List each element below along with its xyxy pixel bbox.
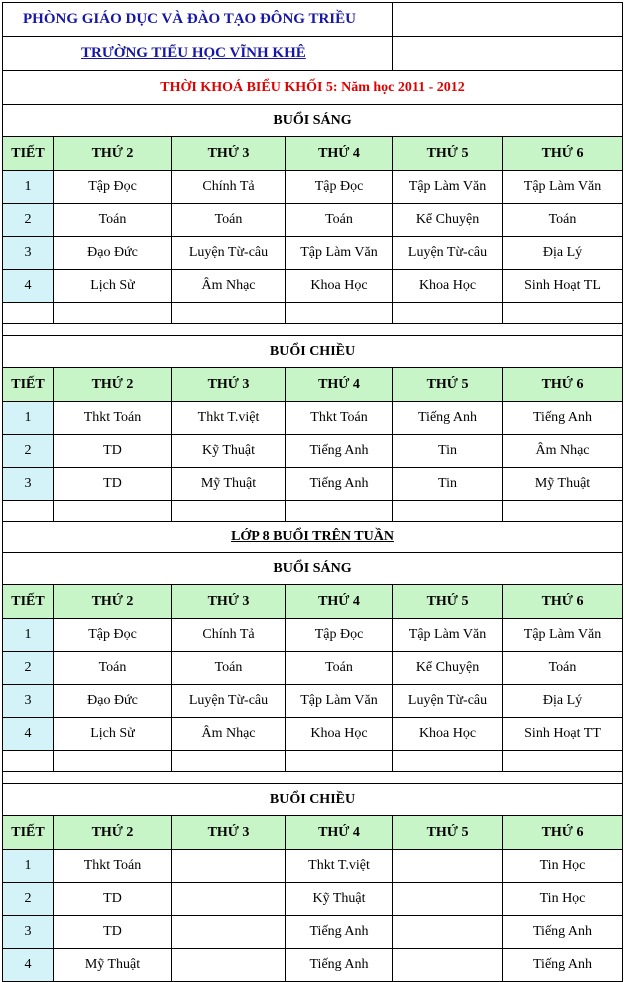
column-header: TIẾT <box>3 816 54 850</box>
period-number: 1 <box>3 850 54 883</box>
subject-cell: TD <box>54 916 172 949</box>
subject-cell <box>172 850 286 883</box>
subject-cell: Toán <box>286 204 393 237</box>
subject-cell: Chính Tả <box>172 171 286 204</box>
subject-cell: Luyện Từ-câu <box>393 237 503 270</box>
column-header: THỨ 4 <box>286 585 393 619</box>
subject-cell: Âm Nhạc <box>172 718 286 751</box>
column-header: TIẾT <box>3 368 54 402</box>
blank-row <box>3 751 623 772</box>
period-number: 1 <box>3 171 54 204</box>
subject-cell: Thkt Toán <box>54 850 172 883</box>
subject-cell: Toán <box>286 652 393 685</box>
subject-cell <box>393 916 503 949</box>
subject-cell: Tiếng Anh <box>503 916 623 949</box>
subject-cell: Tập Đọc <box>286 171 393 204</box>
session-row <box>3 784 623 816</box>
table-row <box>3 237 623 270</box>
column-header: THỨ 2 <box>54 368 172 402</box>
subject-cell: Toán <box>54 652 172 685</box>
section-label-row <box>3 522 623 553</box>
subject-cell: Luyện Từ-câu <box>172 237 286 270</box>
period-number: 3 <box>3 468 54 501</box>
subject-cell: Toán <box>172 652 286 685</box>
block-gap <box>3 324 623 336</box>
subject-cell: Âm Nhạc <box>503 435 623 468</box>
column-header: THỨ 3 <box>172 816 286 850</box>
table-row <box>3 916 623 949</box>
subject-cell: Kỹ Thuật <box>172 435 286 468</box>
subject-cell: Tin Học <box>503 883 623 916</box>
column-header: THỨ 2 <box>54 137 172 171</box>
table-row <box>3 204 623 237</box>
subject-cell: TD <box>54 435 172 468</box>
subject-cell: Kỹ Thuật <box>286 883 393 916</box>
column-header: TIẾT <box>3 137 54 171</box>
subject-cell: Tiếng Anh <box>503 949 623 982</box>
column-header: THỨ 6 <box>503 585 623 619</box>
subject-cell: Chính Tả <box>172 619 286 652</box>
table-row <box>3 652 623 685</box>
subject-cell: Thkt T.việt <box>286 850 393 883</box>
period-number: 3 <box>3 237 54 270</box>
table-row <box>3 850 623 883</box>
column-header: THỨ 4 <box>286 137 393 171</box>
table-row <box>3 718 623 751</box>
period-number: 1 <box>3 619 54 652</box>
subject-cell: Thkt Toán <box>286 402 393 435</box>
table-row <box>3 171 623 204</box>
blank-row <box>3 501 623 522</box>
subject-cell: Đạo Đức <box>54 237 172 270</box>
block-gap <box>3 772 623 784</box>
table-row <box>3 402 623 435</box>
subject-cell: Khoa Học <box>286 270 393 303</box>
subject-cell: Toán <box>503 204 623 237</box>
subject-cell: Tập Đọc <box>54 619 172 652</box>
column-header-row <box>3 368 623 402</box>
subject-cell: TD <box>54 883 172 916</box>
department-name: PHÒNG GIÁO DỤC VÀ ĐÀO TẠO ĐÔNG TRIỀU <box>3 3 393 37</box>
table-row <box>3 883 623 916</box>
session-row <box>3 336 623 368</box>
column-header: THỨ 3 <box>172 368 286 402</box>
column-header: TIẾT <box>3 585 54 619</box>
session-row <box>3 553 623 585</box>
session-title: BUỔI CHIỀU <box>3 336 623 368</box>
period-number: 2 <box>3 204 54 237</box>
subject-cell: Tập Làm Văn <box>393 619 503 652</box>
column-header: THỨ 5 <box>393 368 503 402</box>
subject-cell: Sinh Hoạt TL <box>503 270 623 303</box>
title-row <box>3 71 623 105</box>
subject-cell: Tập Đọc <box>286 619 393 652</box>
period-number: 2 <box>3 883 54 916</box>
timetable-grid <box>2 2 623 982</box>
table-row <box>3 619 623 652</box>
column-header-row <box>3 137 623 171</box>
table-row <box>3 435 623 468</box>
column-header: THỨ 2 <box>54 816 172 850</box>
subject-cell: Địa Lý <box>503 685 623 718</box>
period-number: 4 <box>3 270 54 303</box>
subject-cell: Tập Đọc <box>54 171 172 204</box>
period-number: 2 <box>3 652 54 685</box>
column-header-row <box>3 816 623 850</box>
table-row <box>3 685 623 718</box>
subject-cell: Tiếng Anh <box>286 916 393 949</box>
table-row <box>3 270 623 303</box>
column-header: THỨ 5 <box>393 137 503 171</box>
subject-cell: Sinh Hoạt TT <box>503 718 623 751</box>
subject-cell: Lịch Sử <box>54 270 172 303</box>
subject-cell: Mỹ Thuật <box>503 468 623 501</box>
subject-cell: Địa Lý <box>503 237 623 270</box>
subject-cell <box>393 949 503 982</box>
subject-cell: Tiếng Anh <box>286 949 393 982</box>
subject-cell: Tập Làm Văn <box>393 171 503 204</box>
subject-cell: Khoa Học <box>393 270 503 303</box>
subject-cell: Mỹ Thuật <box>172 468 286 501</box>
column-header: THỨ 3 <box>172 137 286 171</box>
blank-row <box>3 303 623 324</box>
period-number: 3 <box>3 916 54 949</box>
subject-cell: Tập Làm Văn <box>286 685 393 718</box>
column-header: THỨ 2 <box>54 585 172 619</box>
column-header: THỨ 6 <box>503 137 623 171</box>
column-header: THỨ 4 <box>286 368 393 402</box>
school-name: TRƯỜNG TIỂU HỌC VĨNH KHÊ <box>3 37 393 71</box>
period-number: 1 <box>3 402 54 435</box>
subject-cell: Khoa Học <box>286 718 393 751</box>
subject-cell: Toán <box>172 204 286 237</box>
subject-cell: Luyện Từ-câu <box>172 685 286 718</box>
department-row <box>3 3 623 37</box>
subject-cell: Toán <box>54 204 172 237</box>
subject-cell: Tiếng Anh <box>286 435 393 468</box>
subject-cell: Tin <box>393 468 503 501</box>
period-number: 3 <box>3 685 54 718</box>
subject-cell <box>393 883 503 916</box>
period-number: 2 <box>3 435 54 468</box>
subject-cell: Tập Làm Văn <box>503 171 623 204</box>
timetable-title: THỜI KHOÁ BIỂU KHỐI 5: Năm học 2011 - 2012 <box>3 71 623 105</box>
session-title: BUỔI SÁNG <box>3 105 623 137</box>
column-header: THỨ 3 <box>172 585 286 619</box>
column-header: THỨ 4 <box>286 816 393 850</box>
subject-cell: Tiếng Anh <box>286 468 393 501</box>
subject-cell: Luyện Từ-câu <box>393 685 503 718</box>
subject-cell: Khoa Học <box>393 718 503 751</box>
subject-cell: Kể Chuyện <box>393 652 503 685</box>
table-row <box>3 468 623 501</box>
column-header: THỨ 6 <box>503 816 623 850</box>
subject-cell <box>172 949 286 982</box>
session-title: BUỔI SÁNG <box>3 553 623 585</box>
subject-cell: Toán <box>503 652 623 685</box>
subject-cell: Âm Nhạc <box>172 270 286 303</box>
subject-cell: Đạo Đức <box>54 685 172 718</box>
subject-cell: Thkt Toán <box>54 402 172 435</box>
table-row <box>3 949 623 982</box>
subject-cell: Tập Làm Văn <box>503 619 623 652</box>
period-number: 4 <box>3 949 54 982</box>
session-row <box>3 105 623 137</box>
subject-cell: Mỹ Thuật <box>54 949 172 982</box>
subject-cell: Lịch Sử <box>54 718 172 751</box>
section-label: LỚP 8 BUỔI TRÊN TUẦN <box>3 522 623 553</box>
subject-cell <box>172 916 286 949</box>
subject-cell: Tập Làm Văn <box>286 237 393 270</box>
column-header-row <box>3 585 623 619</box>
column-header: THỨ 6 <box>503 368 623 402</box>
subject-cell: Thkt T.việt <box>172 402 286 435</box>
school-row <box>3 37 623 71</box>
subject-cell: Kể Chuyện <box>393 204 503 237</box>
session-title: BUỔI CHIỀU <box>3 784 623 816</box>
subject-cell: Tiếng Anh <box>503 402 623 435</box>
subject-cell <box>393 850 503 883</box>
subject-cell: Tin Học <box>503 850 623 883</box>
period-number: 4 <box>3 718 54 751</box>
column-header: THỨ 5 <box>393 585 503 619</box>
subject-cell: TD <box>54 468 172 501</box>
subject-cell: Tin <box>393 435 503 468</box>
subject-cell <box>172 883 286 916</box>
subject-cell: Tiếng Anh <box>393 402 503 435</box>
column-header: THỨ 5 <box>393 816 503 850</box>
